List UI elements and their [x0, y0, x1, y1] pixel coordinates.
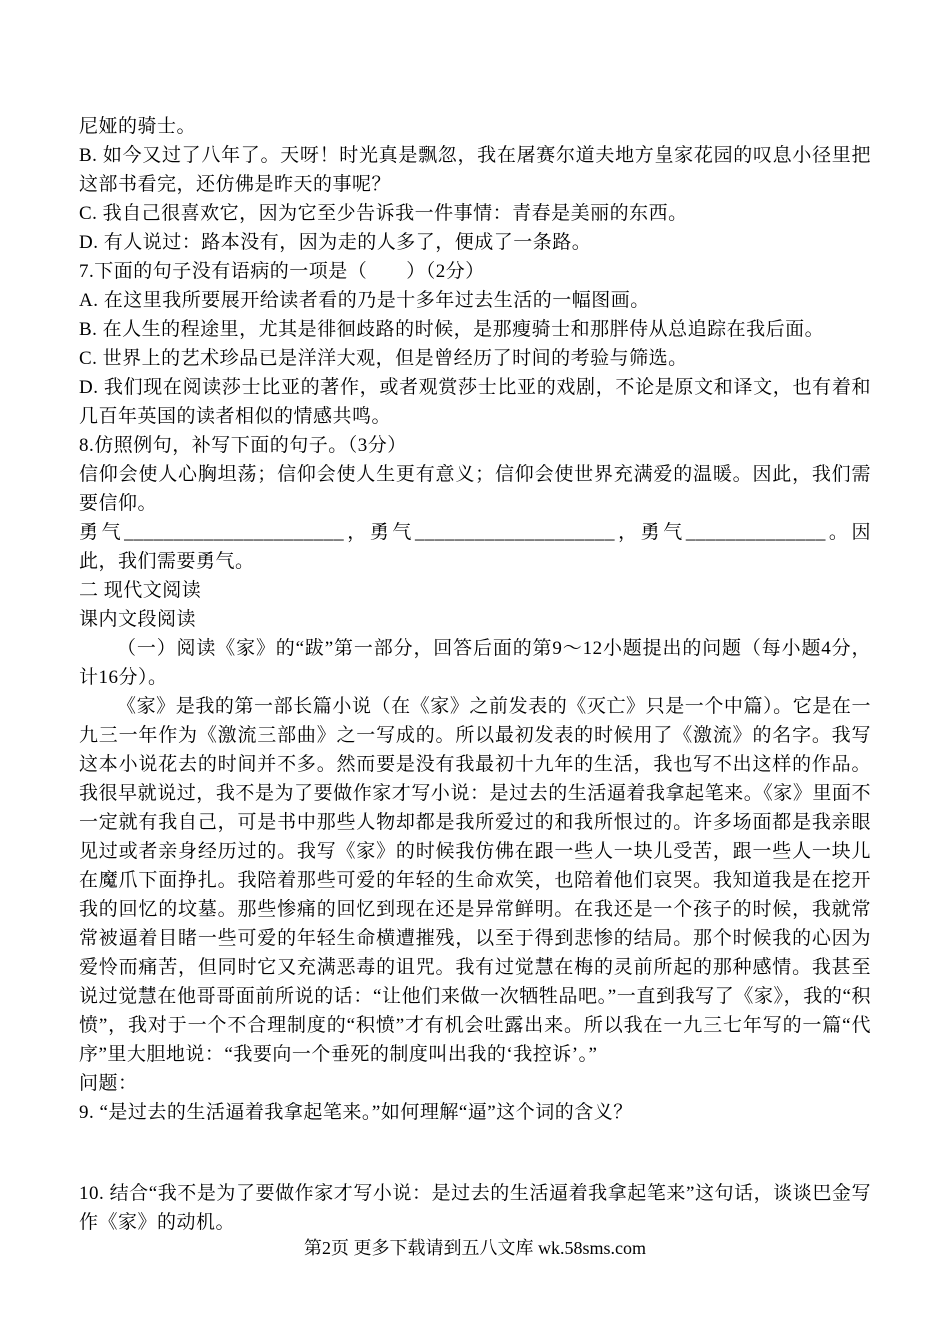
q7-option-a: A. 在这里我所要展开给读者看的乃是十多年过去生活的一幅图画。 — [79, 290, 650, 311]
option-b: B. 如今又过了八年了。天呀！时光真是飘忽，我在屠赛尔道夫地方皇家花园的叹息小径里把这部书看完，还仿佛是昨天的事呢？ — [79, 145, 871, 195]
subsection-in-class-reading: 课内文段阅读 — [79, 609, 197, 630]
q8-example-sentence: 信仰会使人心胸坦荡；信仰会使人生更有意义；信仰会使世界充满爱的温暖。因此，我们需要信仰。 — [79, 464, 871, 514]
answer-space — [79, 1127, 871, 1179]
section-heading-modern-reading: 二 现代文阅读 — [79, 580, 202, 601]
question-9: 9. “是过去的生活逼着我拿起笔来。”如何理解“逼”这个词的含义？ — [79, 1102, 633, 1123]
exam-content — [79, 112, 871, 1237]
questions-label: 问题： — [79, 1073, 138, 1094]
page-footer: 第2页 更多下载请到五八文库 wk.58sms.com — [304, 1238, 646, 1258]
option-d: D. 有人说过：路本没有，因为走的人多了，便成了一条路。 — [79, 232, 592, 253]
question-8-stem: 8.仿照例句，补写下面的句子。（3分） — [79, 435, 407, 456]
question-10: 10. 结合“我不是为了要做作家才写小说：是过去的生活逼着我拿起笔来”这句话，谈谈巴金写作《家》的动机。 — [79, 1183, 871, 1233]
option-c: C. 我自己很喜欢它，因为它至少告诉我一件事情：青春是美丽的东西。 — [79, 203, 688, 224]
q7-option-b: B. 在人生的程途里，尤其是徘徊歧路的时候，是那瘦骑士和那胖侍从总追踪在我后面。 — [79, 319, 825, 340]
question-7-stem: 7.下面的句子没有语病的一项是（ ）（2分） — [79, 261, 485, 282]
passage-instructions: （一）阅读《家》的“跋”第一部分，回答后面的第9～12小题提出的问题（每小题4分，计16分）。 — [79, 638, 871, 688]
q8-answer-blanks: 勇气______________________，勇气____________________，勇气______________。因此，我们需要勇气。 — [79, 522, 871, 572]
passage-text: 《家》是我的第一部长篇小说（在《家》之前发表的《灭亡》只是一个中篇）。它是在一九三一年作为《激流三部曲》之一写成的。所以最初发表的时候用了《激流》的名字。我写这本小说花去的时间并不多。然而要是没有我最初十九年的生活，我也写不出这样的作品。我很早就说过，我不是为了要做作家才写小说：是过去的生活逼着我拿起笔来。《家》里面不一定就有我自己，可是书中那些人物却都是我所爱过的和我所恨过的。许多场面都是我亲眼见过或者亲身经历过的。我写《家》的时候我仿佛在跟一些人一块儿受苦，跟一些人一块儿在魔爪下面挣扎。我陪着那些可爱的年轻的生命欢笑，也陪着他们哀哭。我知道我是在挖开我的回忆的坟墓。那些惨痛的回忆到现在还是异常鲜明。在我还是一个孩子的时候，我就常常被逼着目睹一些可爱的年轻生命横遭摧残，以至于得到悲惨的结局。那个时候我的心因为爱怜而痛苦，但同时它又充满恶毒的诅咒。我有过觉慧在梅的灵前所起的那种感情。我甚至说过觉慧在他哥哥面前所说的话：“让他们来做一次牺牲品吧。”一直到我写了《家》，我的“积愤”，我对于一个不合理制度的“积愤”才有机会吐露出来。所以我在一九三七年写的一篇“代序”里大胆地说：“我要向一个垂死的制度叫出我的‘我控诉’。” — [79, 696, 871, 1065]
q7-option-d: D. 我们现在阅读莎士比亚的著作，或者观赏莎士比亚的戏剧，不论是原文和译文，也有着和几百年英国的读者相似的情感共鸣。 — [79, 377, 871, 427]
q7-option-c: C. 世界上的艺术珍品已是洋洋大观，但是曾经历了时间的考验与筛选。 — [79, 348, 688, 369]
prev-option-continuation: 尼娅的骑士。 — [79, 116, 197, 137]
